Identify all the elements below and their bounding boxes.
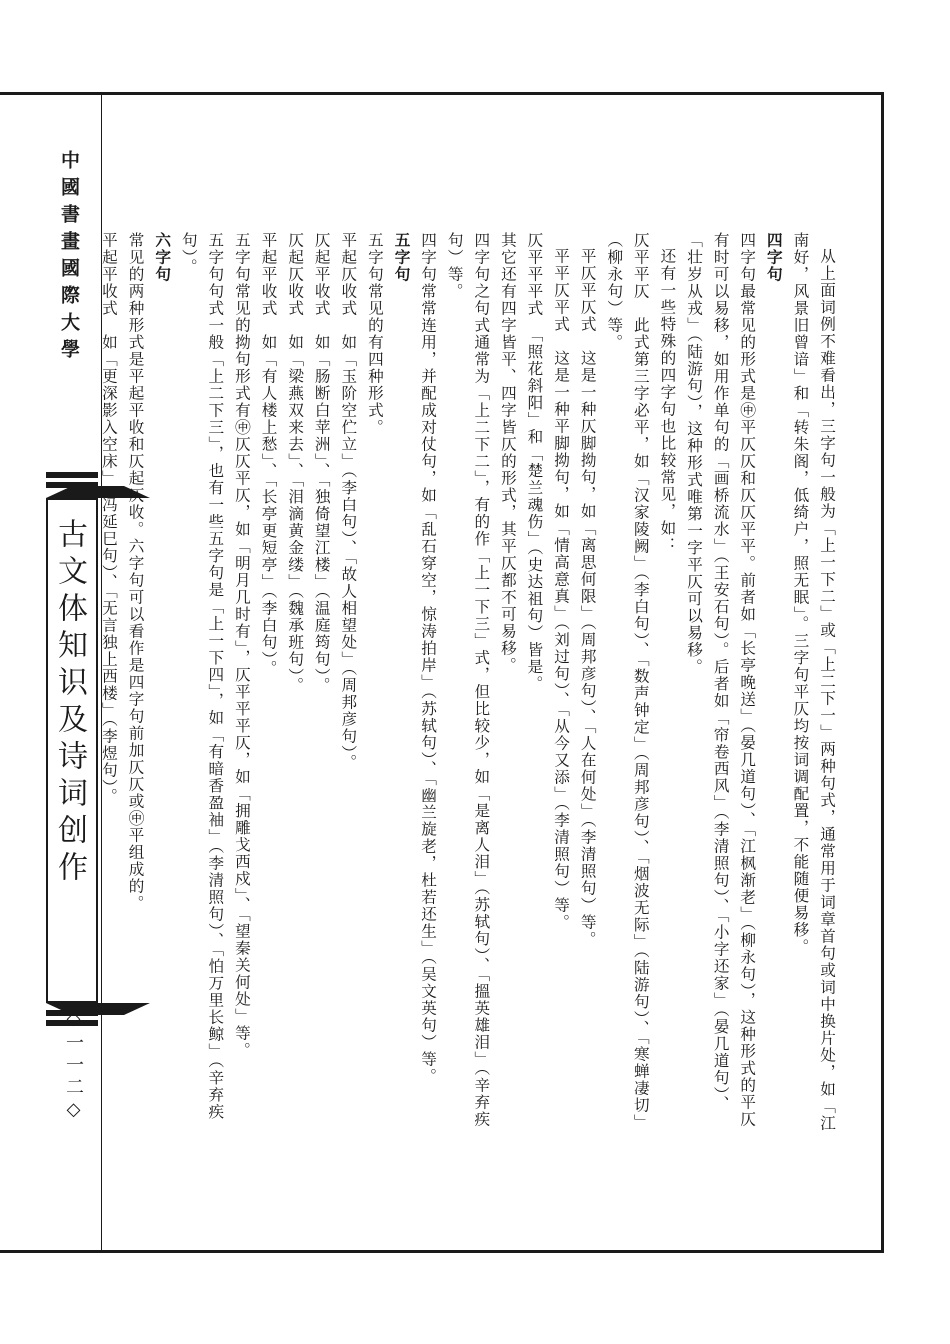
section-heading: 六字句 xyxy=(153,232,172,283)
paragraph: 常见的两种形式是平起平收和仄起仄收。六字句可以看作是四字句前加仄仄或㊥平组成的。 xyxy=(126,232,145,912)
page-number: ◇一一二◇ xyxy=(63,1008,84,1124)
paragraph: 还有一些特殊的四字句也比较常见，如： xyxy=(658,247,677,554)
paragraph: 平起平收式 如「更深影入空床」（冯延巳句）、「无言独上西楼」（李煜句）。 xyxy=(99,232,118,805)
paragraph: 平起平收式 如「有人楼上愁」、「长亭更短亭」（李白句）。 xyxy=(259,232,278,677)
school-name: 中國書畫國際大學 xyxy=(58,150,80,366)
paragraph: 平仄平仄式 这是一种仄脚拗句，如「离思何限」（周邦彦句）、「人在何处」（李清照句）等。 xyxy=(578,247,597,948)
title-top-bar xyxy=(46,472,98,478)
paragraph: 从上面词例不难看出，三字句一般为「上一下二」或「上二下一」两种句式，通常用于词章首句或词中换片处，如「江南好，风景旧曾谙」和「转朱阁，低绮户，照无眠」。三字句平仄均按词调配置，不能随便易移。 xyxy=(791,232,836,1132)
paragraph: 仄平平平式 「照花斜阳」和「楚兰魂伤」（史达祖句）皆是。 xyxy=(525,232,544,693)
main-text xyxy=(99,232,840,1132)
paragraph: 四字句之句式通常为「上二下二」，有的作「上一下三」式，但比较少，如「是离人泪」（苏轼句）、「搵英雄泪」（辛弃疾句）等。 xyxy=(445,232,491,1128)
paragraph: 四字句最常见的形式是㊥平仄仄和仄仄平平。前者如「长亭晚送」（晏几道句）、「江枫渐老」（柳永句），这种形式的平仄有时可以易移，如用作单句的「画桥流水」（王安石句）。后者如「帘卷西风」（李清照句）、「小字还家」（晏几道句）、「壮岁从戎」（陆游句），这种形式唯第一字平仄可以易移。 xyxy=(685,232,757,1128)
paragraph: 五字句常见的拗句形式有㊥仄仄平仄，如「明月几时有」，仄平平平仄，如「拥雕戈西戍」、「望秦关何处」等。 xyxy=(232,232,251,1059)
paragraph: 其它还有四字皆平、四字皆仄的形式，其平仄都不可易移。 xyxy=(498,232,517,674)
paragraph: 仄平平仄 此式第三字必平，如「汉家陵阙」（李白句）、「数声钟定」（周邦彦句）、「烟波无际」（陆游句）、「寒蝉凄切」（柳永句）等。 xyxy=(605,232,650,1131)
paragraph: 仄起平收式 如「肠断白苹洲」、「独倚望江楼」（温庭筠句）。 xyxy=(312,232,331,694)
section-heading: 五字句 xyxy=(392,232,411,283)
book-title: 古文体知识及诗词创作 xyxy=(52,518,87,888)
paragraph: 平起仄收式 如「玉阶空伫立」（李白句）、「故人相望处」（周邦彦句）。 xyxy=(339,232,358,771)
paragraph: 四字句常常连用，并配成对仗句，如「乱石穿空，惊涛拍岸」（苏轼句）、「幽兰旋老，杜若还生」（吴文英句）等。 xyxy=(419,232,438,1085)
paragraph: 五字句常见的有四种形式。 xyxy=(365,232,384,436)
paragraph: 平平仄平式 这是一种平脚拗句，如「情高意真」（刘过句）、「从今又添」（李清照句）等。 xyxy=(552,247,571,931)
section-heading: 四字句 xyxy=(764,232,783,283)
paragraph: 五字句句式一般「上二下三」，也有一些五字句是「上一下四」，如「有暗香盈袖」（李清照句）、「怕万里长鲸」（辛弃疾句）。 xyxy=(179,232,225,1121)
paragraph: 仄起仄收式 如「梁燕双来去」、「泪滴黄金缕」（魏承班句）。 xyxy=(286,232,305,694)
